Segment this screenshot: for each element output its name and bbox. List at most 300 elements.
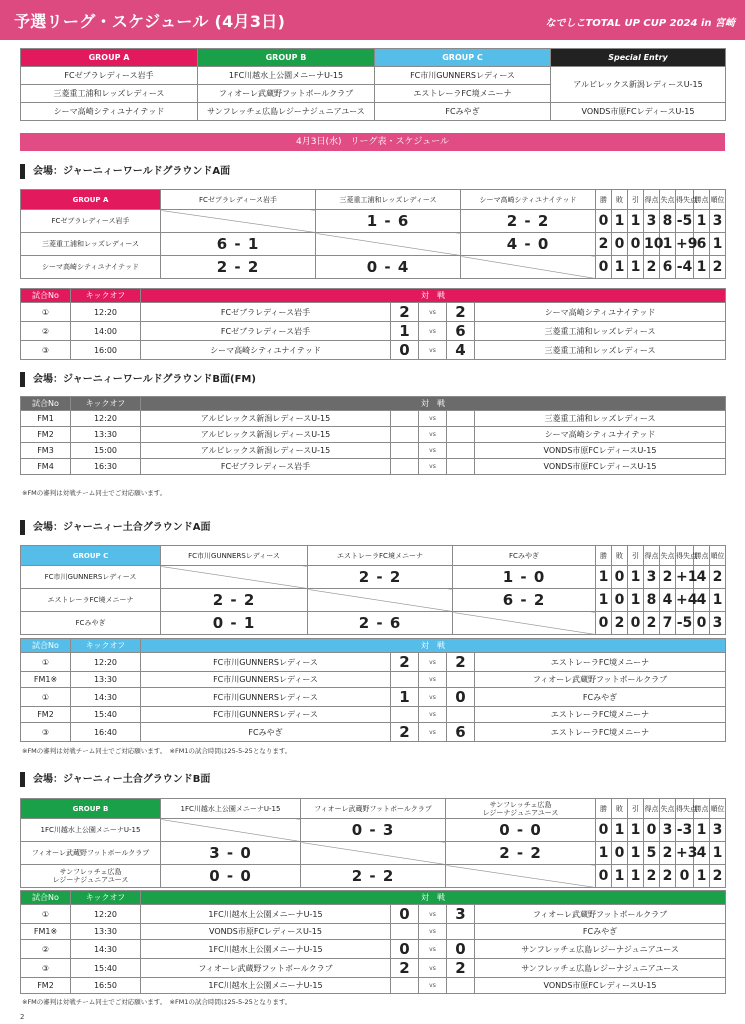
away-team: FCみやぎ	[475, 688, 726, 707]
stat-value: +4	[676, 589, 694, 612]
stat-value: 0	[676, 865, 694, 888]
schedule-row	[21, 341, 726, 360]
matrix-corner: GROUP C	[21, 546, 161, 566]
stat-header: 敗	[612, 190, 628, 210]
stat-value: 1	[612, 819, 628, 842]
kickoff-time: 16:50	[71, 978, 141, 994]
matrix-corner: GROUP B	[21, 799, 161, 819]
stat-value: 6	[694, 233, 710, 256]
sched-header-kickoff: キックオフ	[71, 891, 141, 905]
matrix-row-team: サンフレッチェ広島 レジーナジュニアユース	[21, 865, 161, 888]
stat-value: +1	[676, 566, 694, 589]
stat-value: 1	[612, 210, 628, 233]
vs-label: vs	[419, 924, 447, 940]
stat-value: 1	[694, 819, 710, 842]
stat-value: 1	[628, 819, 644, 842]
stat-value: 1	[628, 210, 644, 233]
away-team: VONDS市原FCレディースU-15	[475, 978, 726, 994]
away-team: エストレーラFC境メニーナ	[475, 707, 726, 723]
kickoff-time: 12:20	[71, 303, 141, 322]
venue-c-title: 会場：ジャーニィー土合グラウンドA面	[20, 520, 211, 535]
matrix-cell: 0 - 0	[161, 865, 301, 888]
group-b-team: フィオーレ武蔵野フットボールクラブ	[198, 85, 375, 103]
event-title: なでしこTOTAL UP CUP 2024 in 宮崎	[545, 18, 735, 29]
vs-label: vs	[419, 459, 447, 475]
matrix-col-header: フィオーレ武蔵野フットボールクラブ	[301, 799, 446, 819]
away-score	[447, 978, 475, 994]
vs-label: vs	[419, 940, 447, 959]
group-b-matrix	[20, 798, 726, 888]
sched-header-no: 試合No	[21, 891, 71, 905]
stat-value: -4	[676, 256, 694, 279]
home-score: 2	[391, 303, 419, 322]
stat-value: 3	[644, 566, 660, 589]
schedule-row	[21, 924, 726, 940]
group-a-matrix	[20, 189, 726, 279]
matrix-cell	[161, 210, 316, 233]
group-a-header: GROUP A	[21, 49, 198, 67]
sched-header-kickoff: キックオフ	[71, 289, 141, 303]
away-team: FCみやぎ	[475, 924, 726, 940]
stat-value: 0	[612, 589, 628, 612]
matrix-row-team: FCみやぎ	[21, 612, 161, 635]
stat-value: 1	[694, 865, 710, 888]
matrix-col-header: FC市川GUNNERSレディース	[161, 546, 308, 566]
matrix-cell: 6 - 1	[161, 233, 316, 256]
stat-value: 7	[660, 612, 676, 635]
away-team: シーマ高崎シティユナイテッド	[475, 427, 726, 443]
match-no: FM2	[21, 427, 71, 443]
away-team: フィオーレ武蔵野フットボールクラブ	[475, 672, 726, 688]
home-team: FCゼブラレディース岩手	[141, 322, 391, 341]
schedule-row	[21, 443, 726, 459]
kickoff-time: 14:30	[71, 940, 141, 959]
match-no: FM1※	[21, 672, 71, 688]
match-no: ③	[21, 341, 71, 360]
schedule-row	[21, 322, 726, 341]
stat-value: 1	[710, 842, 726, 865]
away-score	[447, 443, 475, 459]
match-no: FM1	[21, 411, 71, 427]
home-team: 1FC川越水上公園メニーナU-15	[141, 940, 391, 959]
vs-label: vs	[419, 427, 447, 443]
match-no: FM1※	[21, 924, 71, 940]
matrix-col-header: FCゼブラレディース岩手	[161, 190, 316, 210]
special-entry-header: Special Entry	[551, 49, 726, 67]
matrix-cell: 4 - 0	[461, 233, 596, 256]
matrix-cell: 2 - 2	[301, 865, 446, 888]
note-c: ※FMの審判は対戦チーム同士でご対応願います。 ※FM1の試合時間は25-5-25となります。	[22, 747, 292, 755]
home-score: 2	[391, 653, 419, 672]
kickoff-time: 13:30	[71, 427, 141, 443]
stat-value: -5	[676, 612, 694, 635]
kickoff-time: 15:40	[71, 707, 141, 723]
stat-value: 2	[660, 842, 676, 865]
home-score: 2	[391, 959, 419, 978]
group-c-team: FCみやぎ	[375, 103, 551, 121]
sched-header-no: 試合No	[21, 289, 71, 303]
stat-header: 得失点	[676, 799, 694, 819]
home-score	[391, 427, 419, 443]
away-team: 三菱重工浦和レッズレディース	[475, 411, 726, 427]
home-team: VONDS市原FCレディースU-15	[141, 924, 391, 940]
away-team: エストレーラFC境メニーナ	[475, 723, 726, 742]
schedule-row	[21, 940, 726, 959]
group-b-team: サンフレッチェ広島レジーナジュニアユース	[198, 103, 375, 121]
away-score: 0	[447, 940, 475, 959]
away-score	[447, 459, 475, 475]
schedule-row	[21, 905, 726, 924]
home-team: 1FC川越水上公園メニーナU-15	[141, 978, 391, 994]
home-team: FCみやぎ	[141, 723, 391, 742]
stat-value: 3	[710, 210, 726, 233]
matrix-cell: 2 - 2	[161, 589, 308, 612]
matrix-cell: 3 - 0	[161, 842, 301, 865]
kickoff-time: 16:00	[71, 341, 141, 360]
stat-value: 1	[628, 566, 644, 589]
stat-value: 0	[694, 612, 710, 635]
matrix-cell: 2 - 2	[446, 842, 596, 865]
matrix-cell: 2 - 2	[308, 566, 453, 589]
matrix-col-header: 1FC川越水上公園メニーナU-15	[161, 799, 301, 819]
stat-value: 2	[644, 256, 660, 279]
vs-label: vs	[419, 688, 447, 707]
group-a-team: FCゼブラレディース岩手	[21, 67, 198, 85]
match-no: FM3	[21, 443, 71, 459]
stat-value: 2	[644, 865, 660, 888]
page-header	[0, 0, 745, 40]
schedule-row	[21, 411, 726, 427]
stat-header: 勝点	[694, 190, 710, 210]
vs-label: vs	[419, 905, 447, 924]
matrix-cell	[453, 612, 596, 635]
home-team: 1FC川越水上公園メニーナU-15	[141, 905, 391, 924]
kickoff-time: 12:20	[71, 411, 141, 427]
vs-label: vs	[419, 707, 447, 723]
matrix-cell	[161, 566, 308, 589]
matrix-cell: 0 - 0	[446, 819, 596, 842]
stat-value: 6	[660, 256, 676, 279]
home-team: FC市川GUNNERSレディース	[141, 688, 391, 707]
vs-label: vs	[419, 653, 447, 672]
matrix-cell: 0 - 3	[301, 819, 446, 842]
match-no: ②	[21, 940, 71, 959]
match-no: ①	[21, 303, 71, 322]
stat-header: 失点	[660, 799, 676, 819]
stat-value: -5	[676, 210, 694, 233]
matrix-cell: 2 - 6	[308, 612, 453, 635]
stat-value: 3	[710, 612, 726, 635]
page-number: 2	[20, 1013, 25, 1021]
away-score: 2	[447, 303, 475, 322]
stat-value: 1	[628, 589, 644, 612]
special-team: VONDS市原FCレディースU-15	[551, 103, 726, 121]
group-a-team: 三菱重工浦和レッズレディース	[21, 85, 198, 103]
away-team: 三菱重工浦和レッズレディース	[475, 341, 726, 360]
venue-a-title: 会場：ジャーニィーワールドグラウンドA面	[20, 164, 230, 179]
stat-header: 勝	[596, 190, 612, 210]
matrix-col-header: 三菱重工浦和レッズレディース	[316, 190, 461, 210]
kickoff-time: 12:20	[71, 905, 141, 924]
away-score: 6	[447, 723, 475, 742]
matrix-row-team: 三菱重工浦和レッズレディース	[21, 233, 161, 256]
sched-header-kickoff: キックオフ	[71, 639, 141, 653]
group-c-header: GROUP C	[375, 49, 551, 67]
matrix-cell: 6 - 2	[453, 589, 596, 612]
stat-value: 2	[660, 566, 676, 589]
stat-header: 得点	[644, 546, 660, 566]
home-score	[391, 411, 419, 427]
stat-value: 1	[596, 566, 612, 589]
group-b-header: GROUP B	[198, 49, 375, 67]
kickoff-time: 13:30	[71, 672, 141, 688]
sched-header-match: 対 戦	[141, 639, 726, 653]
stat-value: 0	[612, 566, 628, 589]
away-team: フィオーレ武蔵野フットボールクラブ	[475, 905, 726, 924]
group-a-team: シーマ高崎シティユナイテッド	[21, 103, 198, 121]
stat-header: 勝	[596, 546, 612, 566]
match-no: ③	[21, 723, 71, 742]
schedule-row	[21, 959, 726, 978]
matrix-col-header: FCみやぎ	[453, 546, 596, 566]
stat-header: 勝点	[694, 799, 710, 819]
home-team: アルビレックス新潟レディースU-15	[141, 427, 391, 443]
home-score: 0	[391, 905, 419, 924]
away-score: 3	[447, 905, 475, 924]
stat-value: 8	[644, 589, 660, 612]
schedule-row	[21, 707, 726, 723]
matrix-cell	[461, 256, 596, 279]
match-no: ①	[21, 688, 71, 707]
special-team: アルビレックス新潟レディースU-15	[551, 67, 726, 103]
stat-header: 勝点	[694, 546, 710, 566]
vs-label: vs	[419, 443, 447, 459]
stat-header: 引	[628, 190, 644, 210]
stat-value: 1	[596, 842, 612, 865]
group-c-matrix	[20, 545, 726, 635]
stat-header: 順位	[710, 799, 726, 819]
date-bar: 4月3日(水) リーグ表・スケジュール	[20, 133, 725, 151]
stat-value: +9	[676, 233, 694, 256]
matrix-col-header: サンフレッチェ広島 レジーナジュニアユース	[446, 799, 596, 819]
sched-header-kickoff: キックオフ	[71, 397, 141, 411]
schedule-row	[21, 672, 726, 688]
note-b: ※FMの審判は対戦チーム同士でご対応願います。 ※FM1の試合時間は25-5-25となります。	[22, 998, 292, 1006]
vs-label: vs	[419, 978, 447, 994]
away-score	[447, 707, 475, 723]
match-no: FM4	[21, 459, 71, 475]
stat-header: 順位	[710, 546, 726, 566]
home-score: 1	[391, 322, 419, 341]
group-c-team: エストレーラFC境メニーナ	[375, 85, 551, 103]
venue-b-title: 会場：ジャーニィーワールドグラウンドB面(FM)	[20, 372, 256, 387]
matrix-cell	[316, 233, 461, 256]
stat-value: 3	[644, 210, 660, 233]
kickoff-time: 16:30	[71, 459, 141, 475]
sched-header-no: 試合No	[21, 397, 71, 411]
home-team: FC市川GUNNERSレディース	[141, 707, 391, 723]
home-score	[391, 978, 419, 994]
stat-header: 引	[628, 799, 644, 819]
stat-value: 1	[710, 589, 726, 612]
kickoff-time: 15:00	[71, 443, 141, 459]
away-score	[447, 427, 475, 443]
stat-value: 5	[644, 842, 660, 865]
away-team: シーマ高崎シティユナイテッド	[475, 303, 726, 322]
matrix-cell: 1 - 0	[453, 566, 596, 589]
away-score: 6	[447, 322, 475, 341]
schedule-fm-table	[20, 396, 726, 475]
stat-value: 3	[660, 819, 676, 842]
stat-header: 敗	[612, 799, 628, 819]
match-no: FM2	[21, 978, 71, 994]
sched-header-match: 対 戦	[141, 397, 726, 411]
stat-value: 1	[628, 842, 644, 865]
home-score	[391, 924, 419, 940]
stat-value: 4	[694, 566, 710, 589]
matrix-col-header: エストレーラFC境メニーナ	[308, 546, 453, 566]
stat-value: 0	[596, 865, 612, 888]
stat-header: 得点	[644, 799, 660, 819]
home-team: フィオーレ武蔵野フットボールクラブ	[141, 959, 391, 978]
stat-header: 得失点	[676, 546, 694, 566]
schedule-row	[21, 653, 726, 672]
schedule-row	[21, 303, 726, 322]
vs-label: vs	[419, 341, 447, 360]
stat-value: 0	[628, 233, 644, 256]
vs-label: vs	[419, 672, 447, 688]
note-fm: ※FMの審判は対戦チーム同士でご対応願います。	[22, 489, 167, 497]
stat-value: 1	[596, 589, 612, 612]
group-c-team: FC市川GUNNERSレディース	[375, 67, 551, 85]
home-team: FCゼブラレディース岩手	[141, 303, 391, 322]
away-team: サンフレッチェ広島レジーナジュニアユース	[475, 940, 726, 959]
away-score: 2	[447, 653, 475, 672]
stat-header: 敗	[612, 546, 628, 566]
match-no: ③	[21, 959, 71, 978]
sched-header-match: 対 戦	[141, 289, 726, 303]
stat-value: 0	[596, 256, 612, 279]
away-score	[447, 672, 475, 688]
stat-value: 1	[694, 210, 710, 233]
matrix-cell	[446, 865, 596, 888]
matrix-row-team: フィオーレ武蔵野フットボールクラブ	[21, 842, 161, 865]
matrix-cell: 0 - 4	[316, 256, 461, 279]
vs-label: vs	[419, 303, 447, 322]
home-team: FC市川GUNNERSレディース	[141, 653, 391, 672]
matrix-corner: GROUP A	[21, 190, 161, 210]
matrix-cell: 2 - 2	[461, 210, 596, 233]
matrix-cell: 1 - 6	[316, 210, 461, 233]
home-score: 0	[391, 940, 419, 959]
stat-header: 得点	[644, 190, 660, 210]
schedule-row	[21, 427, 726, 443]
schedule-row	[21, 978, 726, 994]
matrix-cell	[161, 819, 301, 842]
away-score: 0	[447, 688, 475, 707]
matrix-row-team: エストレーラFC境メニーナ	[21, 589, 161, 612]
stat-value: 2	[612, 612, 628, 635]
stat-value: 1	[710, 233, 726, 256]
away-score	[447, 924, 475, 940]
schedule-c-table	[20, 638, 726, 742]
stat-value: 1	[694, 256, 710, 279]
venue-d-title: 会場：ジャーニィー土合グラウンドB面	[20, 772, 210, 787]
away-score	[447, 411, 475, 427]
match-no: FM2	[21, 707, 71, 723]
sched-header-match: 対 戦	[141, 891, 726, 905]
schedule-row	[21, 688, 726, 707]
stat-value: 0	[644, 819, 660, 842]
stat-value: 1	[660, 233, 676, 256]
matrix-row-team: シーマ高崎シティユナイテッド	[21, 256, 161, 279]
schedule-a-table	[20, 288, 726, 360]
schedule-b-table	[20, 890, 726, 994]
kickoff-time: 16:40	[71, 723, 141, 742]
stat-value: 2	[710, 865, 726, 888]
sched-header-no: 試合No	[21, 639, 71, 653]
stat-value: 8	[660, 210, 676, 233]
page-title: 予選リーグ・スケジュール (4月3日)	[14, 12, 286, 31]
home-team: シーマ高崎シティユナイテッド	[141, 341, 391, 360]
stat-header: 失点	[660, 546, 676, 566]
home-score	[391, 443, 419, 459]
kickoff-time: 12:20	[71, 653, 141, 672]
stat-value: 0	[596, 819, 612, 842]
stat-value: 1	[628, 865, 644, 888]
stat-header: 失点	[660, 190, 676, 210]
matrix-cell	[308, 589, 453, 612]
home-team: FCゼブラレディース岩手	[141, 459, 391, 475]
stat-value: 2	[710, 256, 726, 279]
vs-label: vs	[419, 959, 447, 978]
vs-label: vs	[419, 322, 447, 341]
matrix-row-team: 1FC川越水上公園メニーナU-15	[21, 819, 161, 842]
matrix-cell: 0 - 1	[161, 612, 308, 635]
stat-value: 1	[628, 256, 644, 279]
matrix-col-header: シーマ高崎シティユナイテッド	[461, 190, 596, 210]
group-b-team: 1FC川越水上公園メニーナU-15	[198, 67, 375, 85]
schedule-row	[21, 459, 726, 475]
kickoff-time: 15:40	[71, 959, 141, 978]
away-score: 4	[447, 341, 475, 360]
stat-header: 勝	[596, 799, 612, 819]
matrix-cell: 2 - 2	[161, 256, 316, 279]
stat-header: 引	[628, 546, 644, 566]
matrix-row-team: FC市川GUNNERSレディース	[21, 566, 161, 589]
home-team: アルビレックス新潟レディースU-15	[141, 411, 391, 427]
kickoff-time: 14:00	[71, 322, 141, 341]
stat-value: 2	[710, 566, 726, 589]
stat-value: 0	[612, 842, 628, 865]
stat-value: 4	[660, 589, 676, 612]
stat-value: 4	[694, 589, 710, 612]
stat-value: 2	[660, 865, 676, 888]
vs-label: vs	[419, 723, 447, 742]
stat-value: 3	[710, 819, 726, 842]
stat-value: 2	[644, 612, 660, 635]
stat-value: 1	[612, 865, 628, 888]
match-no: ②	[21, 322, 71, 341]
stat-value: +3	[676, 842, 694, 865]
schedule-row	[21, 723, 726, 742]
away-team: VONDS市原FCレディースU-15	[475, 443, 726, 459]
stat-value: 1	[612, 256, 628, 279]
stat-header: 順位	[710, 190, 726, 210]
home-score: 0	[391, 341, 419, 360]
stat-value: 10	[644, 233, 660, 256]
home-score: 2	[391, 723, 419, 742]
